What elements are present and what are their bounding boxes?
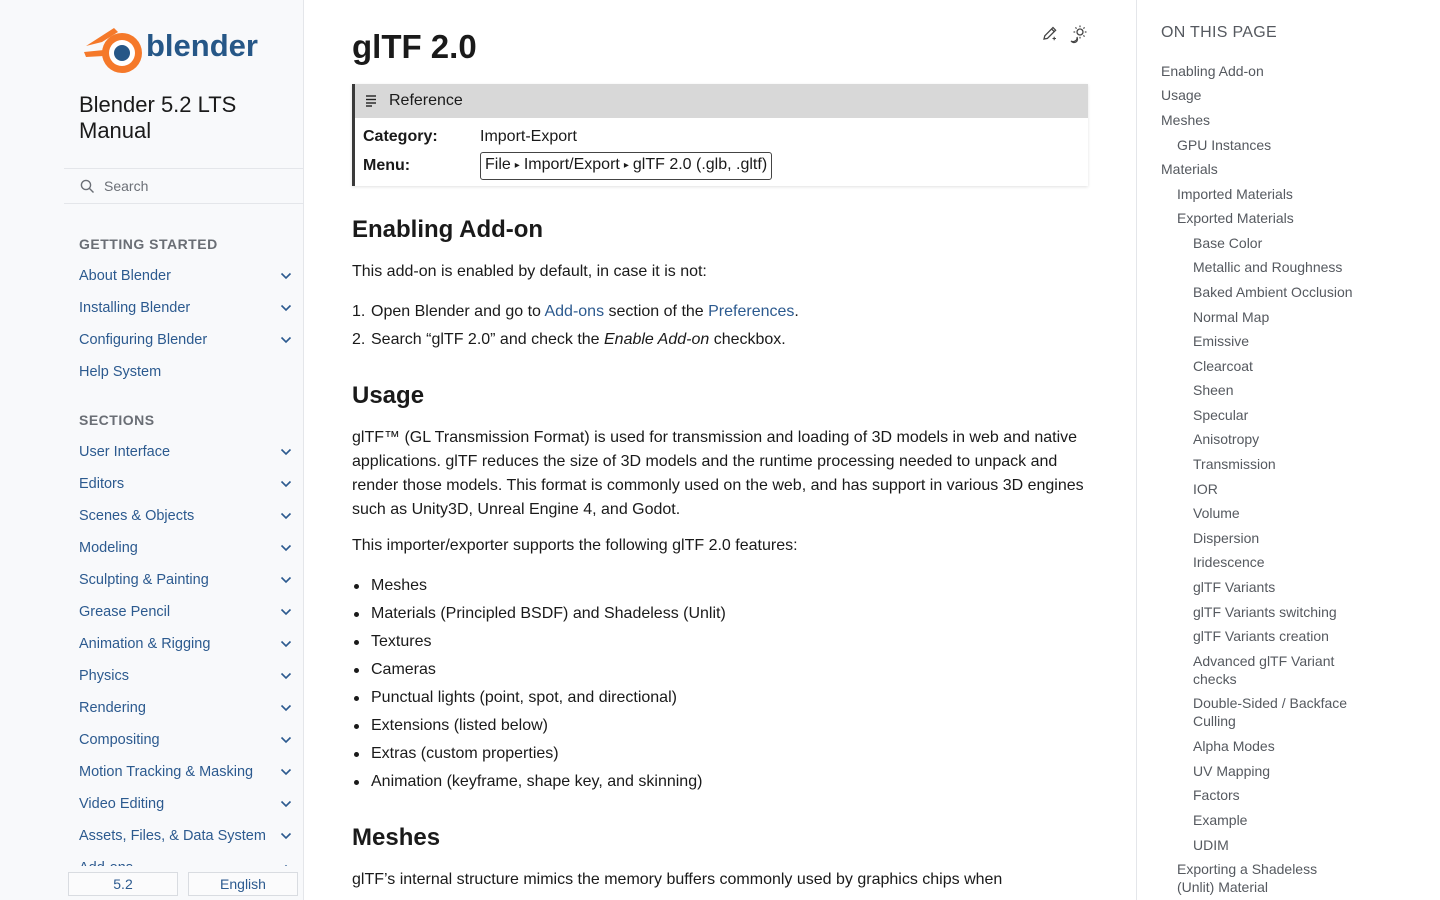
logo-wordmark: blender [146,28,258,63]
step-text: Search “glTF 2.0” and check the [371,331,604,348]
step-text: Open Blender and go to [371,303,545,320]
sidebar-item-physics[interactable] [64,660,304,692]
toc-item[interactable]: Enabling Add-on [1161,63,1264,79]
toc-item[interactable]: Factors [1193,787,1240,803]
reference-title: Reference [389,92,463,109]
sidebar-item-assets-files[interactable] [64,820,304,852]
chevron-down-icon[interactable] [278,300,294,316]
nav-caption-sections: SECTIONS [79,412,155,428]
sidebar-item-label: Animation & Rigging [79,636,211,652]
sidebar-item-scenes-objects[interactable] [64,500,304,532]
menu-separator: ▸ [623,160,629,171]
sidebar-item-modeling[interactable] [64,532,304,564]
sidebar-item-user-interface[interactable] [64,436,304,468]
toc-item[interactable]: Advanced glTF Variant checks [1193,653,1335,687]
feature-item: Meshes [352,572,1088,600]
nav-caption-getting-started: GETTING STARTED [79,236,218,252]
toc-item[interactable]: Exporting a Shadeless (Unlit) Material [1177,861,1318,895]
chevron-down-icon[interactable] [278,764,294,780]
reference-menu-key: Menu: [363,157,411,174]
sidebar-item-rendering[interactable] [64,692,304,724]
link-preferences[interactable]: Preferences [708,303,795,320]
usage-paragraph: glTF™ (GL Transmission Format) is used for transmission and loading of 3D models in web and native applications. glTF reduces the size of 3D models and the runtime processing needed to unpack and render those models. This format is commonly used on the web, and has support in various 3D engines such as Unity3D, Unreal Engine 4, and Godot. [352,429,1084,518]
toc-item[interactable]: GPU Instances [1177,137,1272,153]
nav-list-getting-started [64,260,304,388]
chevron-down-icon[interactable] [278,540,294,556]
sidebar-item-label: Scenes & Objects [79,508,195,524]
feature-item: Materials (Principled BSDF) and Shadeless (Unlit) [352,600,1088,628]
sidebar-item-installing-blender[interactable] [64,292,304,324]
version-switcher-bar [0,866,304,900]
search-icon [80,179,95,194]
reference-category-row [363,128,577,146]
toc-item[interactable]: IOR [1193,481,1218,497]
feature-item: Cameras [352,656,1088,684]
main-content [352,0,1088,900]
enabling-steps [352,298,1088,354]
toc-item[interactable]: glTF Variants creation [1193,628,1329,644]
sidebar-item-motion-tracking[interactable] [64,756,304,788]
page-title: glTF 2.0 [352,28,477,65]
toc-item[interactable]: Exported Materials [1177,210,1294,226]
chevron-down-icon[interactable] [278,604,294,620]
chevron-down-icon[interactable] [278,700,294,716]
toc-item[interactable]: Iridescence [1193,554,1265,570]
heading-usage: Usage [352,382,425,409]
sidebar-item-label: Help System [79,364,162,380]
sidebar-item-label: About Blender [79,268,171,284]
sidebar-item-label: Video Editing [79,796,165,812]
heading-enabling-addon: Enabling Add-on [352,216,544,243]
chevron-down-icon[interactable] [278,332,294,348]
menu-path-item: Import/Export [523,156,620,173]
chevron-down-icon[interactable] [278,508,294,524]
sidebar-item-label: Rendering [79,700,146,716]
toc-item[interactable]: glTF Variants [1193,579,1276,595]
toc-item[interactable]: Sheen [1193,382,1234,398]
toc-item[interactable]: Base Color [1193,235,1263,251]
reference-panel [352,84,1088,186]
reference-header [355,84,1088,118]
chevron-down-icon[interactable] [278,796,294,812]
chevron-down-icon[interactable] [278,828,294,844]
sidebar-item-label: User Interface [79,444,171,460]
reference-lines-icon [365,94,379,108]
reference-menu-row [363,152,772,180]
reference-category-value: Import-Export [480,128,577,145]
toc-item[interactable]: UDIM [1193,837,1229,853]
features-list [352,572,1088,796]
sidebar-item-label: Sculpting & Painting [79,572,209,588]
toc-item[interactable]: Clearcoat [1193,358,1253,374]
toc-item[interactable]: Specular [1193,407,1249,423]
toc-item[interactable]: Meshes [1161,112,1211,128]
version-select[interactable]: 5.2 [68,872,178,896]
chevron-down-icon[interactable] [278,476,294,492]
sidebar-item-video-editing[interactable] [64,788,304,820]
chevron-down-icon[interactable] [278,444,294,460]
toc-item[interactable]: Double-Sided / Backface Culling [1193,695,1348,729]
enabling-step-2 [352,326,1088,354]
sidebar-item-sculpting-painting[interactable] [64,564,304,596]
blender-logo[interactable] [80,18,290,76]
link-add-ons[interactable]: Add-ons [544,303,605,320]
heading-meshes: Meshes [352,824,441,851]
features-intro: This importer/exporter supports the following glTF 2.0 features: [352,537,798,554]
reference-category-key: Category: [363,128,438,145]
chevron-down-icon[interactable] [278,572,294,588]
page-actions [1040,24,1088,44]
sidebar-item-label: Motion Tracking & Masking [79,764,254,780]
sidebar-item-label: Editors [79,476,125,492]
step-number: 2. [352,331,366,348]
toc-item[interactable]: Emissive [1193,333,1250,349]
enabling-intro: This add-on is enabled by default, in case it is not: [352,263,707,280]
feature-item: Animation (keyframe, shape key, and skinning) [352,768,1088,796]
search-input[interactable] [104,178,284,194]
sidebar-item-about-blender[interactable] [64,260,304,292]
theme-toggle-icon[interactable] [1068,24,1088,44]
sidebar-item-label: Installing Blender [79,300,191,316]
step-text: . [794,303,799,320]
edit-pencil-icon[interactable] [1040,24,1060,44]
enabling-step-1 [352,298,1088,326]
toc-title: ON THIS PAGE [1161,24,1277,41]
menu-path-item: File [485,156,511,173]
toc-item[interactable]: Baked Ambient Occlusion [1193,284,1353,300]
sidebar-item-configuring-blender[interactable] [64,324,304,356]
sidebar-item-editors[interactable] [64,468,304,500]
toc-item[interactable]: glTF Variants switching [1193,604,1337,620]
toc-item[interactable]: Imported Materials [1177,186,1293,202]
toc-item[interactable]: Materials [1161,161,1218,177]
step-text: section of the [604,303,709,320]
toc-item[interactable]: Usage [1161,87,1202,103]
sidebar-item-label: Grease Pencil [79,604,171,620]
menu-path-item: glTF 2.0 (.glb, .gltf) [632,156,768,173]
sidebar-item-label: Configuring Blender [79,332,208,348]
sidebar-item-help-system[interactable] [64,356,304,388]
blender-logo-icon [80,18,290,76]
nav-list-sections [64,436,304,884]
meshes-paragraph: glTF’s internal structure mimics the memory buffers commonly used by graphics chips when [352,871,1003,888]
toc-item[interactable]: Volume [1193,505,1240,521]
sidebar-search[interactable] [64,168,304,204]
toc-item[interactable]: Example [1193,812,1248,828]
toc-item[interactable]: Normal Map [1193,309,1270,325]
chevron-down-icon[interactable] [278,732,294,748]
language-select[interactable]: English [188,872,298,896]
sidebar [0,0,304,900]
toc-item[interactable]: Dispersion [1193,530,1260,546]
toc-item[interactable]: Transmission [1193,456,1276,472]
chevron-down-icon[interactable] [278,636,294,652]
step-emphasis: Enable Add-on [604,331,710,348]
toc-item[interactable]: UV Mapping [1193,763,1271,779]
feature-item: Extras (custom properties) [352,740,1088,768]
feature-item: Extensions (listed below) [352,712,1088,740]
sidebar-item-label: Assets, Files, & Data System [79,828,266,844]
toc-item[interactable]: Alpha Modes [1193,738,1275,754]
chevron-down-icon[interactable] [278,268,294,284]
step-text: checkbox. [709,331,786,348]
feature-item: Textures [352,628,1088,656]
sidebar-item-label: Compositing [79,732,160,748]
toc-item[interactable]: Anisotropy [1193,431,1260,447]
menu-path [480,152,772,180]
menu-separator: ▸ [514,160,520,171]
sidebar-item-grease-pencil[interactable] [64,596,304,628]
sidebar-item-animation-rigging[interactable] [64,628,304,660]
on-this-page-toc [1136,0,1440,900]
site-title[interactable]: Blender 5.2 LTS Manual [79,92,237,143]
sidebar-item-label: Physics [79,668,129,684]
step-number: 1. [352,303,366,320]
sidebar-item-label: Modeling [79,540,138,556]
chevron-down-icon[interactable] [278,668,294,684]
toc-item[interactable]: Metallic and Roughness [1193,259,1343,275]
feature-item: Punctual lights (point, spot, and directional) [352,684,1088,712]
sidebar-item-compositing[interactable] [64,724,304,756]
